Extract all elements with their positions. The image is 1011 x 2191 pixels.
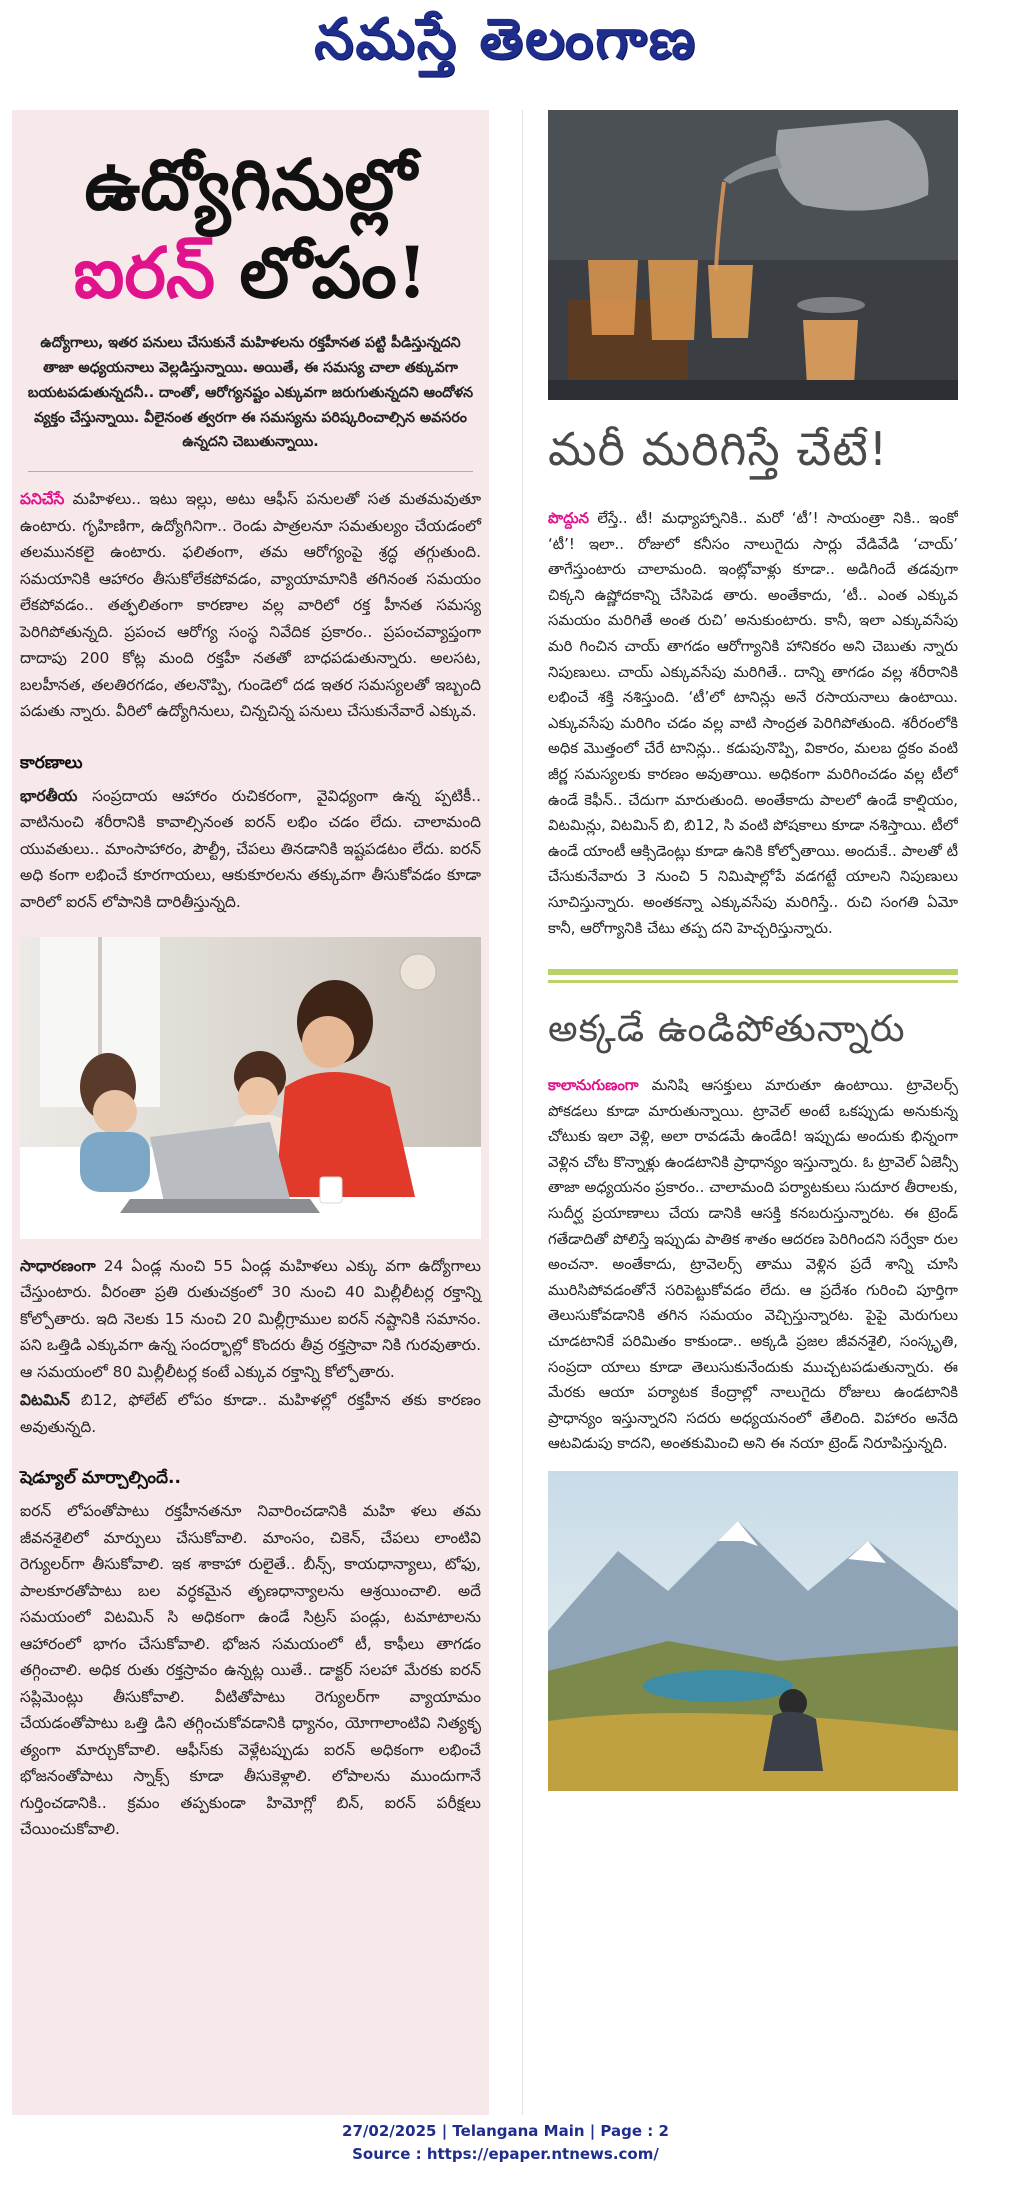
photo-tea-pouring — [548, 110, 958, 400]
headline-highlight: ఐరన్ — [73, 230, 216, 314]
paragraph-text: మహిళలు.. ఇటు ఇల్లు, అటు ఆఫీస్ పనులతో సత మతమవుతూ ఉంటారు. గృహిణిగా, ఉద్యోగినిగా.. రెండు పాత్రలనూ సమతుల్యం చేయడంలో తలమునకలై ఉంటారు. ఫలితంగా, తమ ఆరోగ్యంపై శ్రద్ధ తగ్గుతుంది. సమయానికి ఆహారం తీసుకోలేకపోవడం, వ్యాయామానికి తగినంత సమయం లేకపోవడం.. తత్ఫలితంగా కారణాల వల్ల వారిలో రక్త హీనత సమస్య పెరిగిపోతున్నది. ప్రపంచ ఆరోగ్య సంస్థ నివేదిక ప్రకారం.. ప్రపంచవ్యాప్తంగా దాదాపు 200 కోట్ల మంది రక్తహీ నతతో బాధపడుతున్నారు. అలసట, బలహీనత, తలతిరగడం, తలనొప్పి, గుండెలో దడ ఇతర సమస్యలతో ఇబ్బంది పడుతు న్నారు. వీరిలో ఉద్యోగినులు, చిన్నచిన్న పనులు చేసుకునేవారే ఎక్కువ. — [20, 490, 481, 721]
lead-word: సాధారణంగా — [20, 1257, 96, 1275]
headline-line2-rest: లోపం! — [215, 230, 428, 314]
paragraph-text: 24 ఏండ్ల నుంచి 55 ఏండ్ల మహిళలు ఎక్కు వగా ఉద్యోగాలు చేస్తుంటారు. వీరంతా ప్రతి రుతుచక్రంలో 30 నుంచి 40 మిల్లీలీటర్ల రక్తాన్ని కోల్పోతారు. ఇది నెలకు 15 నుంచి 20 మిల్లీగ్రాముల ఐరన్ నష్టానికి సమానం. పని ఒత్తిడి ఎక్కువగా ఉన్న సందర్భాల్లో కొందరు తీవ్ర రక్తస్రావా నికి గురవుతారు. ఆ సమయంలో 80 మిల్లీలీటర్ల కంటే ఎక్కువ రక్తాన్ని కోల్పోతారు. — [20, 1257, 481, 1381]
divider — [28, 471, 473, 472]
article-iron-deficiency — [12, 110, 489, 2115]
article-intro: ఉద్యోగాలు, ఇతర పనులు చేసుకునే మహిళలను రక్తహీనత పట్టి పీడిస్తున్నదని తాజా అధ్యయనాలు వెల్లడిస్తున్నాయి. అయితే, ఈ సమస్య చాలా తక్కువగా బయటపడుతున్నదనీ.. దాంతో, ఆరోగ్యనష్టం ఎక్కువగా జరుగుతున్నదని ఆందోళన వ్యక్తం చేస్తున్నాయి. వీలైనంత త్వరగా ఈ సమస్యను పరిష్కరించాల్సిన అవసరం ఉన్నదని చెబుతున్నాయి. — [27, 335, 474, 451]
lead-word: పొద్దున — [548, 510, 590, 527]
paragraph — [20, 1387, 481, 1440]
photo-mountain-lake — [548, 1471, 958, 1791]
headline-tea: మరీ మరిగిస్తే చేటే! — [548, 422, 889, 476]
column-right — [548, 110, 958, 2115]
paragraph-text: బి12, ఫోలేట్ లోపం కూడా.. మహిళల్లో రక్తహీన తకు కారణం అవుతున్నది. — [20, 1391, 481, 1436]
lead-word: పనిచేసే — [20, 490, 65, 509]
paragraph — [548, 1073, 958, 1457]
masthead-title: నమస్తే తెలంగాణ — [314, 6, 697, 72]
lead-word: కాలానుగుణంగా — [548, 1077, 639, 1095]
photo-tea-pouring-image — [548, 110, 958, 400]
paragraph-text: లేస్తే.. టీ! మధ్యాహ్నానికి.. మరో ‘టీ’! సాయంత్రా నికి.. ఇంకో ‘టీ’! ఇలా.. రోజులో కనీసం నాలుగైదు సార్లు వేడివేడి ‘చాయ్’ తాగేస్తుంటారు చాలామంది. ఇంట్లోవాళ్లు కూడా.. అడిగిందే తడవుగా చిక్కని ఉష్ణోదకాన్ని చేసిపెడ తారు. అంతేకాదు, ‘టీ.. ఎంత ఎక్కువ సమయం మరిగితే అంత రుచి’ అనుకుంటారు. కానీ, ఇలా ఎక్కువసేపు మరి గించిన చాయ్ తాగడం ఆరోగ్యానికి హానికరం అని చెబుతు న్నారు నిపుణులు. చాయ్ ఎక్కువసేపు మరిగితే.. దాన్ని తాగడం వల్ల శరీరానికి లభించే శక్తి నశిస్తుంది. ‘టీ’లో టానిన్లు అనే రసాయనాలు ఉంటాయి. ఎక్కువసేపు మరిగిం చడం వల్ల వాటి సాంద్రత పెరిగిపోతుంది. శరీరంలోకి అధిక మొత్తంలో చేరే టానిన్లు.. కడుపునొప్పి, వికారం, మలబ ద్దకం వంటి జీర్ణ సమస్యలకు కారణం అవుతాయి. అధికంగా మరిగించడం వల్ల టీలో ఉండే కెఫీన్.. చేదుగా మారుతుంది. అంతేకాదు పాలలో ఉండే కాల్షియం, విటమిన్లు, విటమిన్ బి, బి12, సి వంటి పోషకాలు కూడా నశిస్తాయి. టీలో ఉండే యాంటీ ఆక్సిడెంట్లు కూడా ఉనికి కోల్పోతాయి. అందుకే.. పాలతో టీ చేసుకునేవారు 3 నుంచి 5 నిమిషాల్లోపే వడగట్టే యాలని నిపుణులు సూచిస్తున్నారు. అంతకన్నా ఎక్కువసేపు మరిగిస్తే.. రుచి సంగతి ఏమో కానీ, ఆరోగ్యానికి చేటు తప్ప దని హెచ్చరిస్తున్నారు. — [548, 510, 958, 937]
footer-source: Source : https://epaper.ntnews.com/ — [352, 2144, 659, 2163]
headline-travel: అక్కడే ఉండిపోతున్నారు — [548, 1007, 906, 1051]
lead-word: విటమిన్ — [20, 1391, 70, 1410]
headline-line1: ఉద్యోగినుల్లో — [84, 143, 417, 226]
green-rule-thin — [548, 980, 958, 983]
column-divider — [522, 110, 523, 2115]
paragraph — [20, 486, 481, 724]
paragraph — [20, 1253, 481, 1385]
headline-line2 — [12, 230, 489, 314]
photo-working-mother-image — [20, 937, 481, 1239]
green-rule — [548, 969, 958, 975]
subheading-reasons: కారణాలు — [20, 752, 83, 773]
lead-word: భారతీయ — [20, 786, 78, 805]
masthead — [0, 0, 1011, 92]
photo-mountain-lake-image — [548, 1471, 958, 1791]
subheading-schedule: షెడ్యూల్ మార్చాల్సిందే.. — [20, 1468, 181, 1489]
footer-date-page: 27/02/2025 | Telangana Main | Page : 2 — [342, 2122, 669, 2140]
paragraph-text: మనిషి ఆసక్తులు మారుతూ ఉంటాయి. ట్రావెలర్స్ పోకడలు కూడా మారుతున్నాయి. ట్రావెల్ అంటే ఒకప్పుడు అనుకున్న చోటుకు ఇలా వెళ్లి, అలా రావడమే ఉండేది! ఇప్పుడు అందుకు భిన్నంగా వెళ్లిన చోట కొన్నాళ్లు ఉండటానికి ప్రాధాన్యం ఇస్తున్నారు. ఓ ట్రావెల్ ఏజెన్సీ తాజా అధ్యయనం ప్రకారం.. చాలామంది పర్యాటకులు సుదూర తీరాలకు, సుదీర్ఘ ప్రయాణాలు చేయ డానికి ఆసక్తి కనబరుస్తున్నారట. ఈ ట్రెండ్ గతేడాదితో పోలిస్తే ఇప్పుడు పాతిక శాతం ఆదరణ పెరిగిందని సర్వేకా రుల అంచనా. అంతేకాదు, ట్రావెలర్స్ తాము వెళ్లిన ప్రదే శాన్ని చూసి మురిసిపోవడంతోనే సరిపెట్టుకోవడం లేదు. ఆ ప్రదేశం గురించి పూర్తిగా తెలుసుకోవడానికి తగిన సమయం వెచ్చిస్తున్నారట. పైపై మెరుగులు చూడటానికే పరిమితం కాకుండా.. అక్కడి ప్రజల జీవనశైలి, సంస్కృతి, సంప్రదా యాలు కూడా తెలుసుకునేందుకు ముచ్చటపడుతున్నారు. ఈ మేరకు ఆయా పర్యాటక కేంద్రాల్లో నాలుగైదు రోజులు ఉండటానికి ప్రాధాన్యం ఇస్తున్నారని సదరు అధ్యయనంలో తేలింది. విహారం అనేది ఆటవిడుపు కాదని, అంతకుమించి అని ఈ నయా ట్రెండ్ నిరూపిస్తున్నది. — [548, 1077, 958, 1453]
paragraph-text: సంప్రదాయ ఆహారం రుచికరంగా, వైవిధ్యంగా ఉన్న ప్పటికీ.. వాటినుంచి శరీరానికి కావాల్సినంత ఐరన్ లభిం చడం లేదు. చాలామంది యువతులు.. మాంసాహారం, పౌల్ట్రీ, చేపలు తినడానికి ఇష్టపడటం లేదు. ఐరన్ అధి కంగా లభించే కూరగాయలు, ఆకుకూరలను తక్కువగా తీసుకోవడం కూడా వారిలో ఐరన్ లోపానికి దారితీస్తున్నది. — [20, 786, 481, 911]
photo-working-mother — [20, 937, 481, 1239]
headline-iron-deficiency — [12, 143, 489, 314]
page-footer — [0, 2120, 1011, 2165]
paragraph — [20, 783, 481, 915]
paragraph — [548, 506, 958, 941]
paragraph: ఐరన్ లోపంతోపాటు రక్తహీనతనూ నివారించడానికి మహి ళలు తమ జీవనశైలిలో మార్పులు చేసుకోవాలి. మాంసం, చికెన్, చేపలు లాంటివి రెగ్యులర్‌గా తీసుకోవాలి. ఇక శాకాహా రులైతే.. బీన్స్, కాయధాన్యాలు, టోఫు, పాలకూరతోపాటు బల వర్ధకమైన తృణధాన్యాలను ఆశ్రయించాలి. అదే సమయంలో విటమిన్ సి అధికంగా ఉండే సిట్రస్ పండ్లు, టమాటాలను ఆహారంలో భాగం చేసుకోవాలి. భోజన సమయంలో టీ, కాఫీలు తాగడం తగ్గించాలి. అధిక రుతు రక్తస్రావం ఉన్నట్ల యితే.. డాక్టర్ సలహా మేరకు ఐరన్ సప్లిమెంట్లు తీసుకోవాలి. వీటితోపాటు రెగ్యులర్‌గా వ్యాయామం చేయడంతోపాటు ఒత్తి డిని తగ్గించుకోవడానికి ధ్యానం, యోగాలాంటివి నిత్యకృ త్యంగా మార్చుకోవాలి. ఆఫీస్‌కు వెళ్లేటప్పుడు ఐరన్ అధికంగా లభించే భోజనంతోపాటు స్నాక్స్ కూడా తీసుకెళ్లాలి. లోపాలను ముందుగానే గుర్తించడానికి.. క్రమం తప్పకుండా హిమోగ్లో బిన్, ఐరన్ పరీక్షలు చేయించుకోవాలి. — [20, 1502, 481, 1839]
